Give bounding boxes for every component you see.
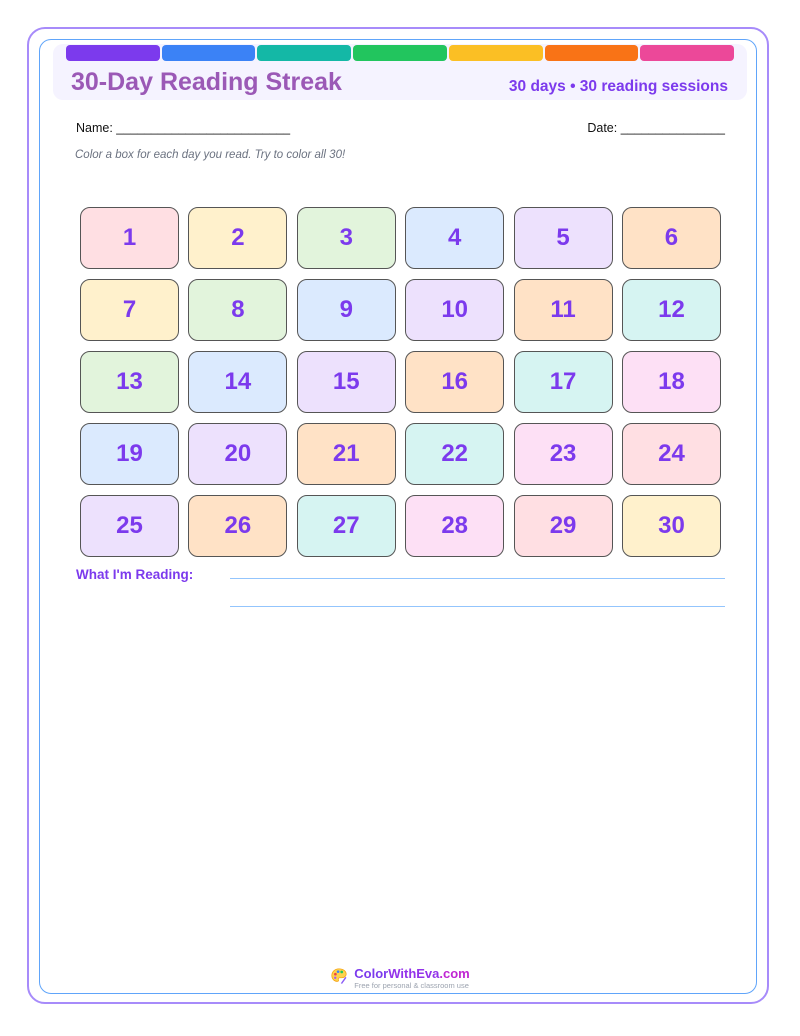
instructions-text: Color a box for each day you read. Try to color all 30!	[75, 149, 346, 161]
day-box[interactable]: 21	[297, 423, 396, 485]
day-grid	[80, 207, 721, 557]
footer-brand[interactable]	[330, 966, 469, 990]
day-box[interactable]: 16	[405, 351, 504, 413]
rainbow-segment	[257, 45, 351, 61]
day-box[interactable]: 8	[188, 279, 287, 341]
day-box[interactable]: 15	[297, 351, 396, 413]
day-box[interactable]: 11	[514, 279, 613, 341]
day-box[interactable]: 3	[297, 207, 396, 269]
day-box[interactable]: 4	[405, 207, 504, 269]
page-title: 30-Day Reading Streak	[71, 68, 342, 96]
brand-name-part: Color	[354, 966, 389, 981]
brand-name-part: .com	[439, 966, 470, 981]
day-box[interactable]: 1	[80, 207, 179, 269]
footer	[0, 966, 800, 990]
day-box[interactable]: 12	[622, 279, 721, 341]
page-subtitle: 30 days • 30 reading sessions	[508, 78, 728, 95]
rainbow-segment	[545, 45, 639, 61]
brand-tagline: Free for personal & classroom use	[354, 981, 469, 990]
day-box[interactable]: 14	[188, 351, 287, 413]
day-box[interactable]: 22	[405, 423, 504, 485]
day-box[interactable]: 20	[188, 423, 287, 485]
brand-name	[354, 966, 469, 981]
day-box[interactable]: 10	[405, 279, 504, 341]
day-box[interactable]: 26	[188, 495, 287, 557]
reading-write-line[interactable]	[230, 578, 725, 579]
day-box[interactable]: 17	[514, 351, 613, 413]
day-box[interactable]: 24	[622, 423, 721, 485]
palette-icon	[330, 967, 348, 985]
rainbow-segment	[640, 45, 734, 61]
day-box[interactable]: 13	[80, 351, 179, 413]
day-box[interactable]: 25	[80, 495, 179, 557]
day-box[interactable]: 9	[297, 279, 396, 341]
day-box[interactable]: 28	[405, 495, 504, 557]
rainbow-segment	[66, 45, 160, 61]
day-box[interactable]: 19	[80, 423, 179, 485]
day-box[interactable]: 27	[297, 495, 396, 557]
day-box[interactable]: 29	[514, 495, 613, 557]
day-box[interactable]: 2	[188, 207, 287, 269]
day-box[interactable]: 23	[514, 423, 613, 485]
rainbow-segment	[162, 45, 256, 61]
day-box[interactable]: 30	[622, 495, 721, 557]
date-field[interactable]: Date: _______________	[587, 121, 725, 135]
rainbow-segment	[449, 45, 543, 61]
day-box[interactable]: 7	[80, 279, 179, 341]
day-box[interactable]: 18	[622, 351, 721, 413]
day-box[interactable]: 5	[514, 207, 613, 269]
reading-write-line[interactable]	[230, 606, 725, 607]
name-field[interactable]: Name: _________________________	[76, 121, 291, 135]
day-box[interactable]: 6	[622, 207, 721, 269]
reading-label: What I'm Reading:	[76, 567, 194, 582]
rainbow-strip	[66, 45, 734, 61]
brand-name-part: WithEva	[388, 966, 440, 981]
rainbow-segment	[353, 45, 447, 61]
